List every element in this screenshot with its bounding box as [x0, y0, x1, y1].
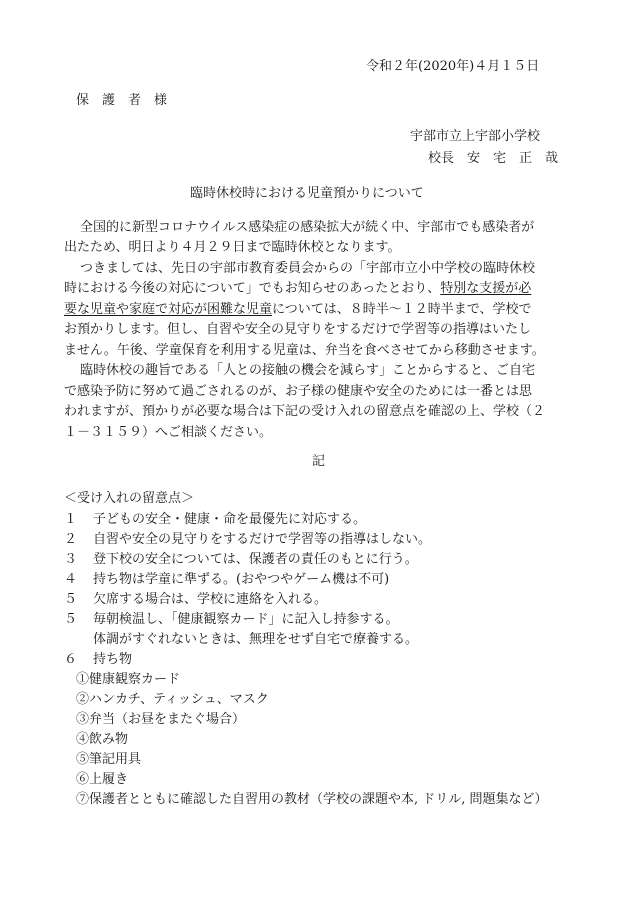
- school-name: 宇部市立上宇部小学校: [410, 129, 541, 144]
- belonging-item: ⑥上履き: [76, 772, 129, 787]
- paragraph-line: [64, 301, 532, 319]
- list-item-text: 登下校の安全については、保護者の責任のもとに行う。: [93, 552, 418, 567]
- paragraph-line: 全国的に新型コロナウイルス感染症の感染拡大が続く中、宇部市でも感染者が: [80, 220, 535, 235]
- list-item-number: ２: [64, 532, 78, 547]
- underlined-text: 特別な支援が必: [440, 281, 532, 296]
- list-item: [64, 511, 367, 529]
- list-item: [64, 591, 328, 609]
- paragraph-text: 時における今後の対応について」でもお知らせのあったとおり、: [64, 281, 441, 296]
- list-item-text: 欠席する場合は、学校に連絡を入れる。: [93, 592, 328, 607]
- list-item-text: 子どもの安全・健康・命を最優先に対応する。: [93, 512, 367, 527]
- list-item-number: ３: [64, 552, 78, 567]
- list-item: [64, 651, 133, 669]
- list-item-number: ４: [64, 572, 78, 587]
- paragraph-line: [64, 280, 531, 298]
- belonging-item: ⑦保護者とともに確認した自習用の教材（学校の課題や本, ドリル, 問題集など）: [76, 792, 548, 807]
- notes-heading: ＜受け入れの留意点＞: [64, 491, 195, 506]
- principal-name: 校長 安 宅 正 哉: [428, 151, 559, 166]
- paragraph-line: で感染予防に努めて過ごされるのが、お子様の健康や安全のためには一番とは思: [64, 384, 533, 399]
- paragraph-text: については、８時半～１２時半まで、学校で: [272, 302, 532, 317]
- list-item: [64, 571, 390, 589]
- underlined-text: 要な児童や家庭で対応が困難な児童: [64, 302, 273, 317]
- list-item-number: ５: [64, 592, 78, 607]
- document-date: 令和２年(2020年)４月１５日: [366, 59, 540, 74]
- document-title: 臨時休校時における児童預かりについて: [190, 186, 424, 201]
- paragraph-line: ません。午後、学童保育を利用する児童は、弁当を食べさせてから移動させます。: [64, 343, 545, 358]
- list-item-text: 毎朝検温し、｢健康観察カード」に記入し持参する。: [93, 612, 399, 627]
- paragraph-line: １－３１５９）へご相談ください。: [64, 425, 273, 440]
- paragraph-line: 出たため、明日より４月２９日まで臨時休校となります。: [64, 240, 401, 255]
- belonging-item: ③弁当（お昼をまたぐ場合）: [76, 712, 246, 727]
- paragraph-line: われますが、預かりが必要な場合は下記の受け入れの留意点を確認の上、学校（２: [64, 404, 546, 419]
- list-item-number: １: [64, 512, 78, 527]
- list-item-number: ５: [64, 612, 78, 627]
- belonging-item: ⑤筆記用具: [76, 752, 142, 767]
- paragraph-line: 臨時休校の趣旨である「人との接触の機会を減らす」ことからすると、ご自宅: [80, 363, 536, 378]
- belonging-item: ④飲み物: [76, 732, 129, 747]
- recipient: 保 護 者 様: [76, 93, 168, 108]
- list-item-number: ６: [64, 652, 78, 667]
- list-item-text: 持ち物: [93, 652, 133, 667]
- list-item-text: 体調がすぐれないときは、無理をせず自宅で療養する。: [93, 632, 419, 647]
- list-item: [64, 611, 399, 629]
- list-item: [64, 551, 418, 569]
- list-item-text: 持ち物は学童に準ずる。(おやつやゲーム機は不可): [93, 572, 390, 587]
- list-item: [64, 531, 432, 549]
- ki-heading: 記: [312, 454, 326, 469]
- list-item-text: 自習や安全の見守りをするだけで学習等の指導はしない。: [93, 532, 432, 547]
- paragraph-line: つきましては、先日の宇部市教育委員会からの「宇部市立小中学校の臨時休校: [80, 261, 536, 276]
- belonging-item: ①健康観察カード: [76, 672, 181, 687]
- belonging-item: ②ハンカチ、ティッシュ、マスク: [76, 692, 269, 707]
- paragraph-line: お預かりします。但し、自習や安全の見守りをするだけで学習等の指導はいたし: [64, 322, 531, 337]
